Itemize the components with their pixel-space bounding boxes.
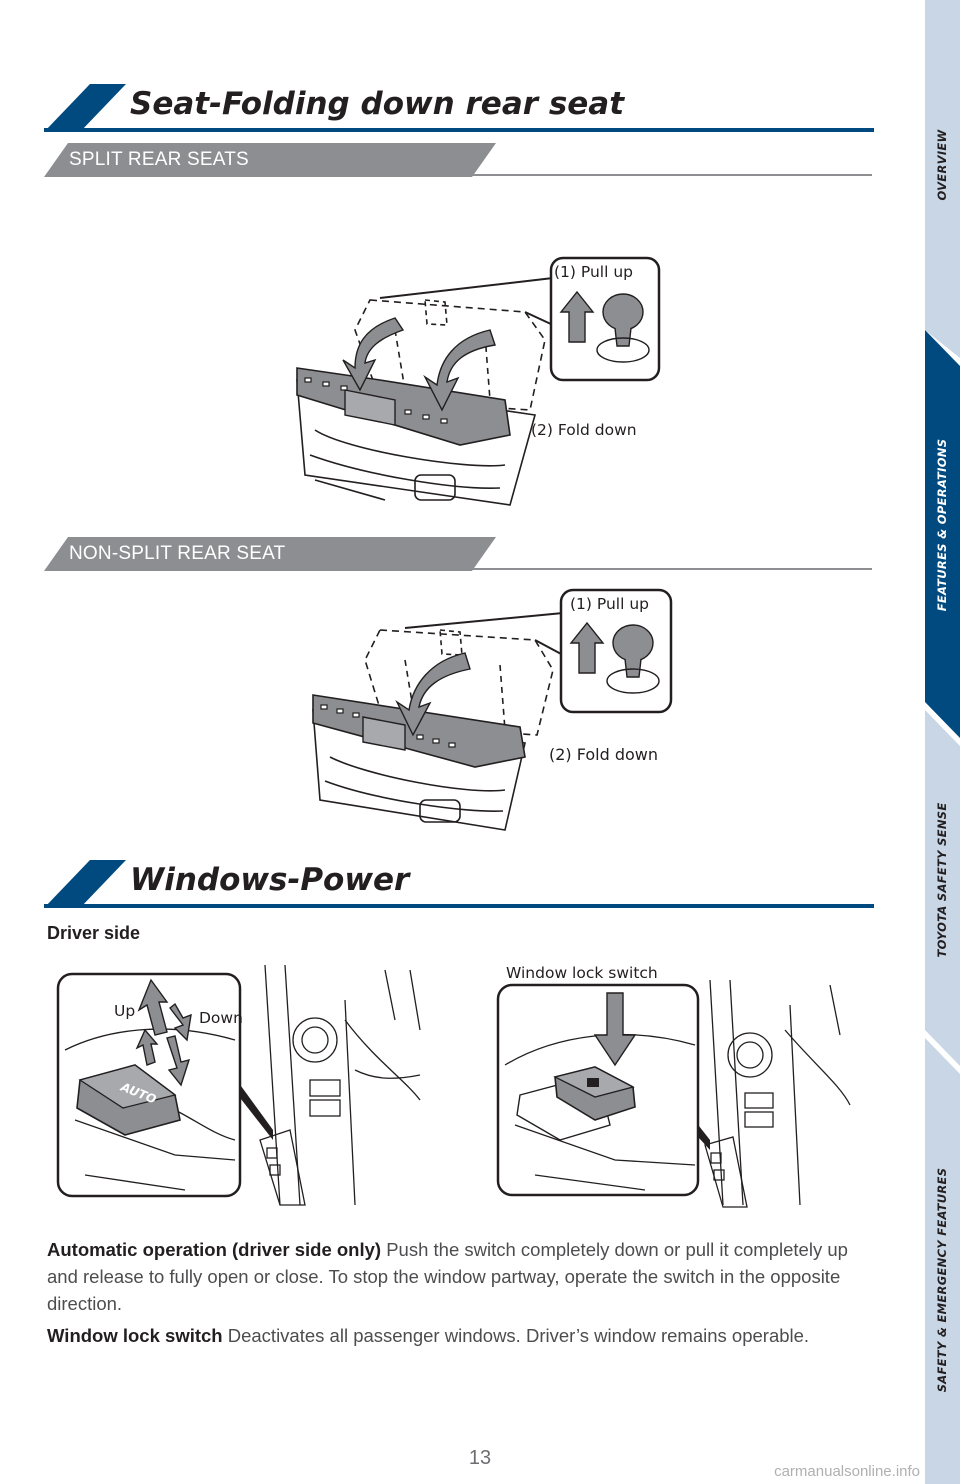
auto-text: AUTO: [118, 1079, 159, 1107]
label-up: Up: [114, 1002, 136, 1020]
nav-tab-toyota-safety-sense[interactable]: TOYOTA SAFETY SENSE: [935, 802, 949, 958]
paragraph-window-lock: [47, 1324, 867, 1347]
section-title: Seat-Folding down rear seat: [130, 86, 625, 122]
page-number: 13: [468, 1447, 492, 1469]
paragraph-automatic-operation: [47, 1236, 867, 1317]
driver-side-heading: Driver side: [47, 923, 141, 943]
non-split-seat-illustration: [305, 585, 675, 835]
subheader-title: SPLIT REAR SEATS: [69, 149, 249, 170]
watermark: carmanualsonline.info: [774, 1463, 920, 1480]
subheader-split-rear-seats: [44, 143, 874, 177]
label-window-lock-switch: Window lock switch: [506, 964, 658, 982]
section-header-seat-folding: [44, 84, 874, 132]
section-title: Windows-Power: [130, 862, 410, 898]
paragraph-body: Deactivates all passenger windows. Driver’s window remains operable.: [222, 1325, 810, 1346]
nonsplit-label-pull-up: (1) Pull up: [570, 595, 649, 613]
section-header-windows-power: [44, 860, 874, 908]
split-label-pull-up: (1) Pull up: [554, 263, 633, 281]
label-down: Down: [199, 1009, 243, 1027]
split-seat-illustration: [285, 250, 665, 510]
window-lock-icon: [587, 1078, 599, 1087]
subheader-non-split-rear-seat: [44, 537, 874, 571]
paragraph-body: Push the switch completely down or pull it completely up and release to fully open or close. To stop the window partway, operate the switch in the opposite direction.: [47, 1239, 848, 1314]
window-lock-illustration: [495, 975, 855, 1210]
paragraph-lead: Automatic operation (driver side only): [47, 1239, 382, 1260]
nonsplit-label-fold-down: (2) Fold down: [549, 745, 659, 764]
subheader-title: NON-SPLIT REAR SEAT: [69, 543, 286, 564]
nav-tab-features-operations[interactable]: FEATURES & OPERATIONS: [935, 438, 949, 612]
split-label-fold-down: (2) Fold down: [531, 421, 637, 439]
window-switch-illustration: [55, 960, 425, 1210]
nav-tab-safety-emergency[interactable]: SAFETY & EMERGENCY FEATURES: [935, 1167, 949, 1393]
nav-tab-overview[interactable]: OVERVIEW: [935, 129, 949, 201]
paragraph-lead: Window lock switch: [47, 1325, 223, 1346]
